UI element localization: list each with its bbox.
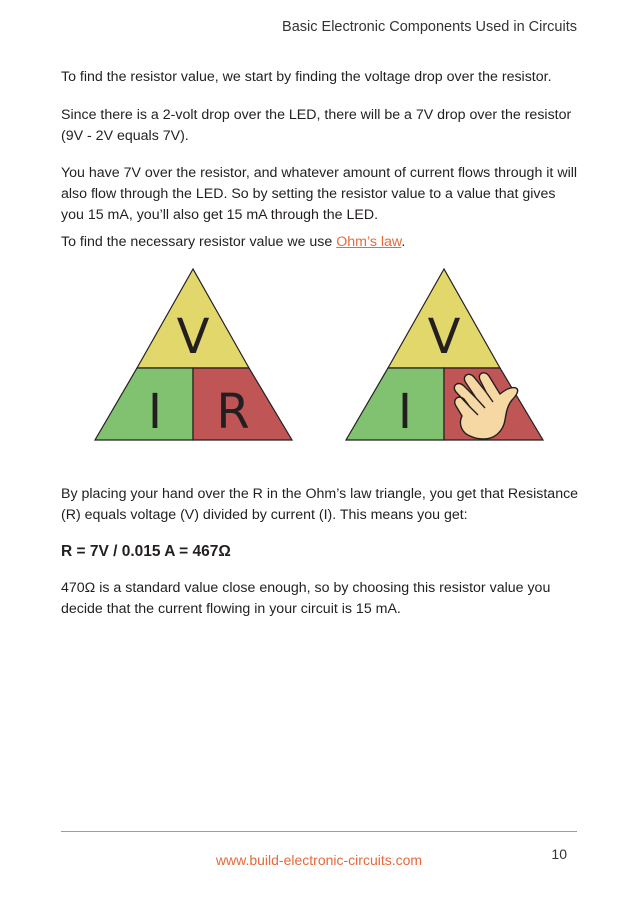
ohms-law-link[interactable]: Ohm’s law xyxy=(336,234,402,250)
footer-divider xyxy=(61,831,577,832)
ohms-law-intro: To find the necessary resistor value we use xyxy=(61,234,337,250)
triangle-left-section xyxy=(346,368,444,440)
triangle-label-i: I xyxy=(147,384,163,440)
page-number: 10 xyxy=(551,846,567,862)
paragraph-ohms-law xyxy=(61,232,581,253)
triangle-label-r: R xyxy=(216,384,250,440)
triangle-label-v: V xyxy=(176,309,210,365)
triangle-label-i: I xyxy=(397,384,413,440)
ohms-triangle-right xyxy=(346,269,543,440)
paragraph-standard-value: 470Ω is a standard value close enough, so by choosing this resistor value you decide that the current flowing in your circuit is 15 mA. xyxy=(61,580,551,617)
paragraph-led-drop: Since there is a 2-volt drop over the LED, there will be a 7V drop over the resistor (9V - 2V equals 7V). xyxy=(61,107,572,144)
formula-resistance: R = 7V / 0.015 A = 467Ω xyxy=(61,543,231,560)
paragraph-hand-explanation: By placing your hand over the R in the Ohm’s law triangle, you get that Resistance (R) equals voltage (V) divided by current (I). This means you get: xyxy=(61,486,579,523)
ohms-law-period: . xyxy=(401,234,406,250)
footer-website-link[interactable]: www.build-electronic-circuits.com xyxy=(215,852,423,868)
ohms-law-triangles-figure xyxy=(0,262,638,442)
triangle-left-section xyxy=(95,368,193,440)
paragraph-voltage-drop: To find the resistor value, we start by finding the voltage drop over the resistor. xyxy=(61,69,552,85)
ohms-triangle-left xyxy=(95,269,292,440)
paragraph-current: You have 7V over the resistor, and whatever amount of current flows through it will also flow through the LED. So by setting the resistor value to a value that gives you 15 mA, you’ll also get 15 mA through the LED. xyxy=(61,165,578,223)
running-header: Basic Electronic Components Used in Circuits xyxy=(282,19,577,35)
triangle-label-v: V xyxy=(427,309,461,365)
